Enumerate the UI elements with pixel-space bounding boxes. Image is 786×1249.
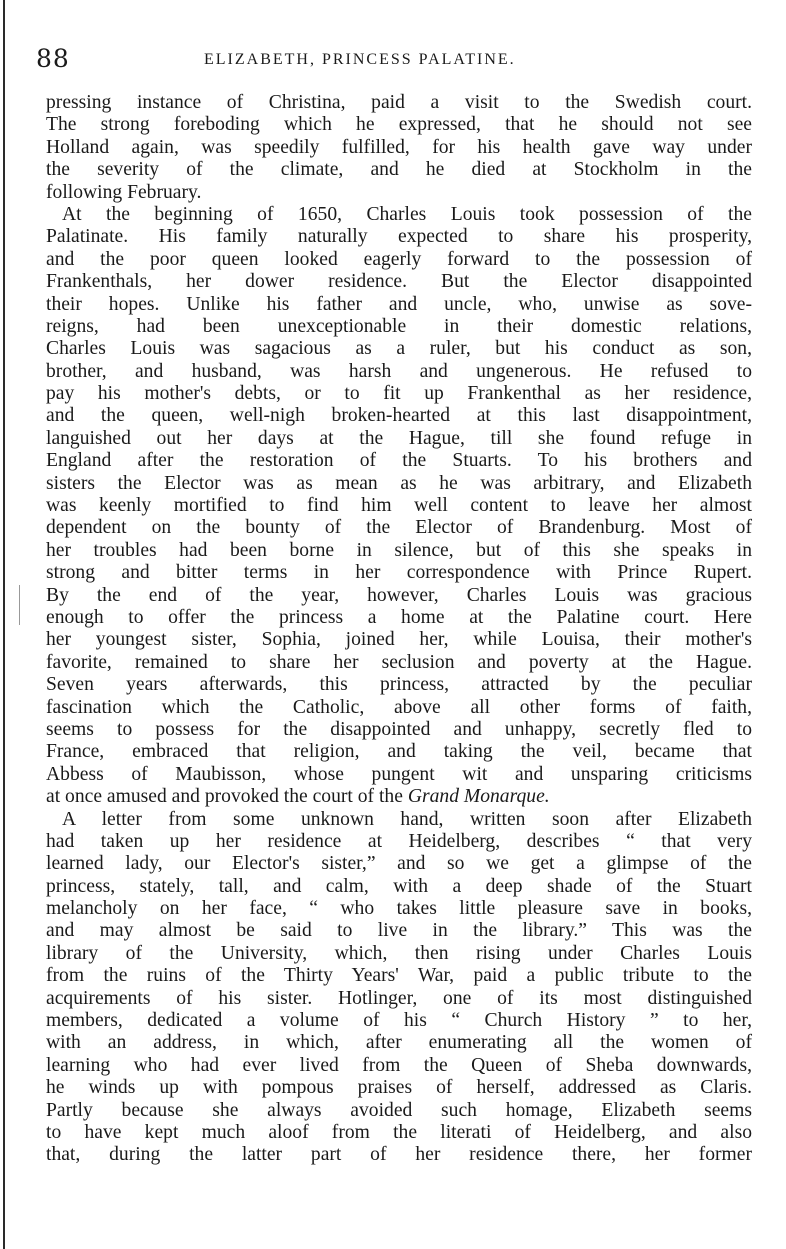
text-line: to have kept much aloof from the literati of Heidelberg, and also xyxy=(46,1121,752,1143)
margin-mark xyxy=(19,585,20,625)
text-line: sisters the Elector was as mean as he was arbitrary, and Elizabeth xyxy=(46,472,752,494)
text-line: Frankenthals, her dower residence. But the Elector disappointed xyxy=(46,271,752,293)
running-title: ELIZABETH, PRINCESS PALATINE. xyxy=(204,51,516,68)
text-line: France, embraced that religion, and taking the veil, became that xyxy=(46,741,752,763)
running-head xyxy=(36,44,748,74)
text-line: The strong foreboding which he expressed, that he should not see xyxy=(46,114,752,136)
text-line: At the beginning of 1650, Charles Louis took possession of the xyxy=(62,203,752,225)
text-line: pay his mother's debts, or to fit up Frankenthal as her residence, xyxy=(46,383,752,405)
text-line: England after the restoration of the Stuarts. To his brothers and xyxy=(46,450,752,472)
text-line: Seven years afterwards, this princess, attracted by the peculiar xyxy=(46,674,752,696)
text-line: Partly because she always avoided such homage, Elizabeth seems xyxy=(46,1099,752,1121)
text-line: learning who had ever lived from the Queen of Sheba downwards, xyxy=(46,1054,752,1076)
text-line: from the ruins of the Thirty Years' War, paid a public tribute to the xyxy=(46,965,752,987)
text-line: library of the University, which, then rising under Charles Louis xyxy=(46,942,752,964)
text-line: Palatinate. His family naturally expected to share his prosperity, xyxy=(46,226,752,248)
text-line: enough to offer the princess a home at the Palatine court. Here xyxy=(46,606,752,628)
text-line: members, dedicated a volume of his “ Church History ” to her, xyxy=(46,1010,752,1032)
text-line: dependent on the bounty of the Elector of Brandenburg. Most of xyxy=(46,517,752,539)
text-line: brother, and husband, was harsh and ungenerous. He refused to xyxy=(46,360,752,382)
text-line: and the queen, well-nigh broken-hearted at this last disappointment, xyxy=(46,405,752,427)
text-line: reigns, had been unexceptionable in their domestic relations, xyxy=(46,315,752,337)
text-line: languished out her days at the Hague, till she found refuge in xyxy=(46,427,752,449)
text-line: pressing instance of Christina, paid a visit to the Swedish court. xyxy=(46,92,752,113)
text-run: at once amused and provoked the court of the xyxy=(46,786,408,808)
text-line: strong and bitter terms in her correspondence with Prince Rupert. xyxy=(46,562,752,584)
text-line: and may almost be said to live in the library.” This was the xyxy=(46,920,752,942)
paragraph-2 xyxy=(46,204,752,809)
paragraph-3 xyxy=(46,809,752,1167)
text-line: acquirements of his sister. Hotlinger, one of its most distinguished xyxy=(46,987,752,1009)
text-line: that, during the latter part of her residence there, her former xyxy=(46,1144,752,1166)
text-line: her youngest sister, Sophia, joined her, while Louisa, their mother's xyxy=(46,629,752,651)
text-line: the severity of the climate, and he died at Stockholm in the xyxy=(46,159,752,181)
text-line: her troubles had been borne in silence, but of this she speaks in xyxy=(46,539,752,561)
page-edge-rule xyxy=(3,0,5,1249)
text-line: Abbess of Maubisson, whose pungent wit and unsparing criticisms xyxy=(46,763,752,785)
text-line: melancholy on her face, “ who takes little pleasure save in books, xyxy=(46,898,752,920)
text-line: seems to possess for the disappointed and unhappy, secretly fled to xyxy=(46,718,752,740)
text-line: and the poor queen looked eagerly forward to the possession of xyxy=(46,248,752,270)
text-line: fascination which the Catholic, above all other forms of faith, xyxy=(46,696,752,718)
page-number: 88 xyxy=(36,44,70,73)
body-text xyxy=(46,92,752,1167)
text-line xyxy=(46,786,752,808)
text-line: following February. xyxy=(46,181,202,203)
text-line: had taken up her residence at Heidelberg, describes “ that very xyxy=(46,830,752,852)
paragraph-1 xyxy=(46,92,752,204)
italic-title: Grand Monarque. xyxy=(407,786,550,808)
text-line: with an address, in which, after enumerating all the women of xyxy=(46,1032,752,1054)
text-line: A letter from some unknown hand, written soon after Elizabeth xyxy=(62,808,752,830)
text-line: their hopes. Unlike his father and uncle, who, unwise as sove- xyxy=(46,293,752,315)
text-line: was keenly mortified to find him well content to leave her almost xyxy=(46,495,752,517)
text-line: he winds up with pompous praises of herself, addressed as Claris. xyxy=(46,1077,752,1099)
text-line: Charles Louis was sagacious as a ruler, but his conduct as son, xyxy=(46,338,752,360)
text-line: favorite, remained to share her seclusion and poverty at the Hague. xyxy=(46,651,752,673)
text-line: Holland again, was speedily fulfilled, for his health gave way under xyxy=(46,136,752,158)
text-line: learned lady, our Elector's sister,” and so we get a glimpse of the xyxy=(46,853,752,875)
text-line: princess, stately, tall, and calm, with a deep shade of the Stuart xyxy=(46,875,752,897)
text-line: By the end of the year, however, Charles Louis was gracious xyxy=(46,584,752,606)
